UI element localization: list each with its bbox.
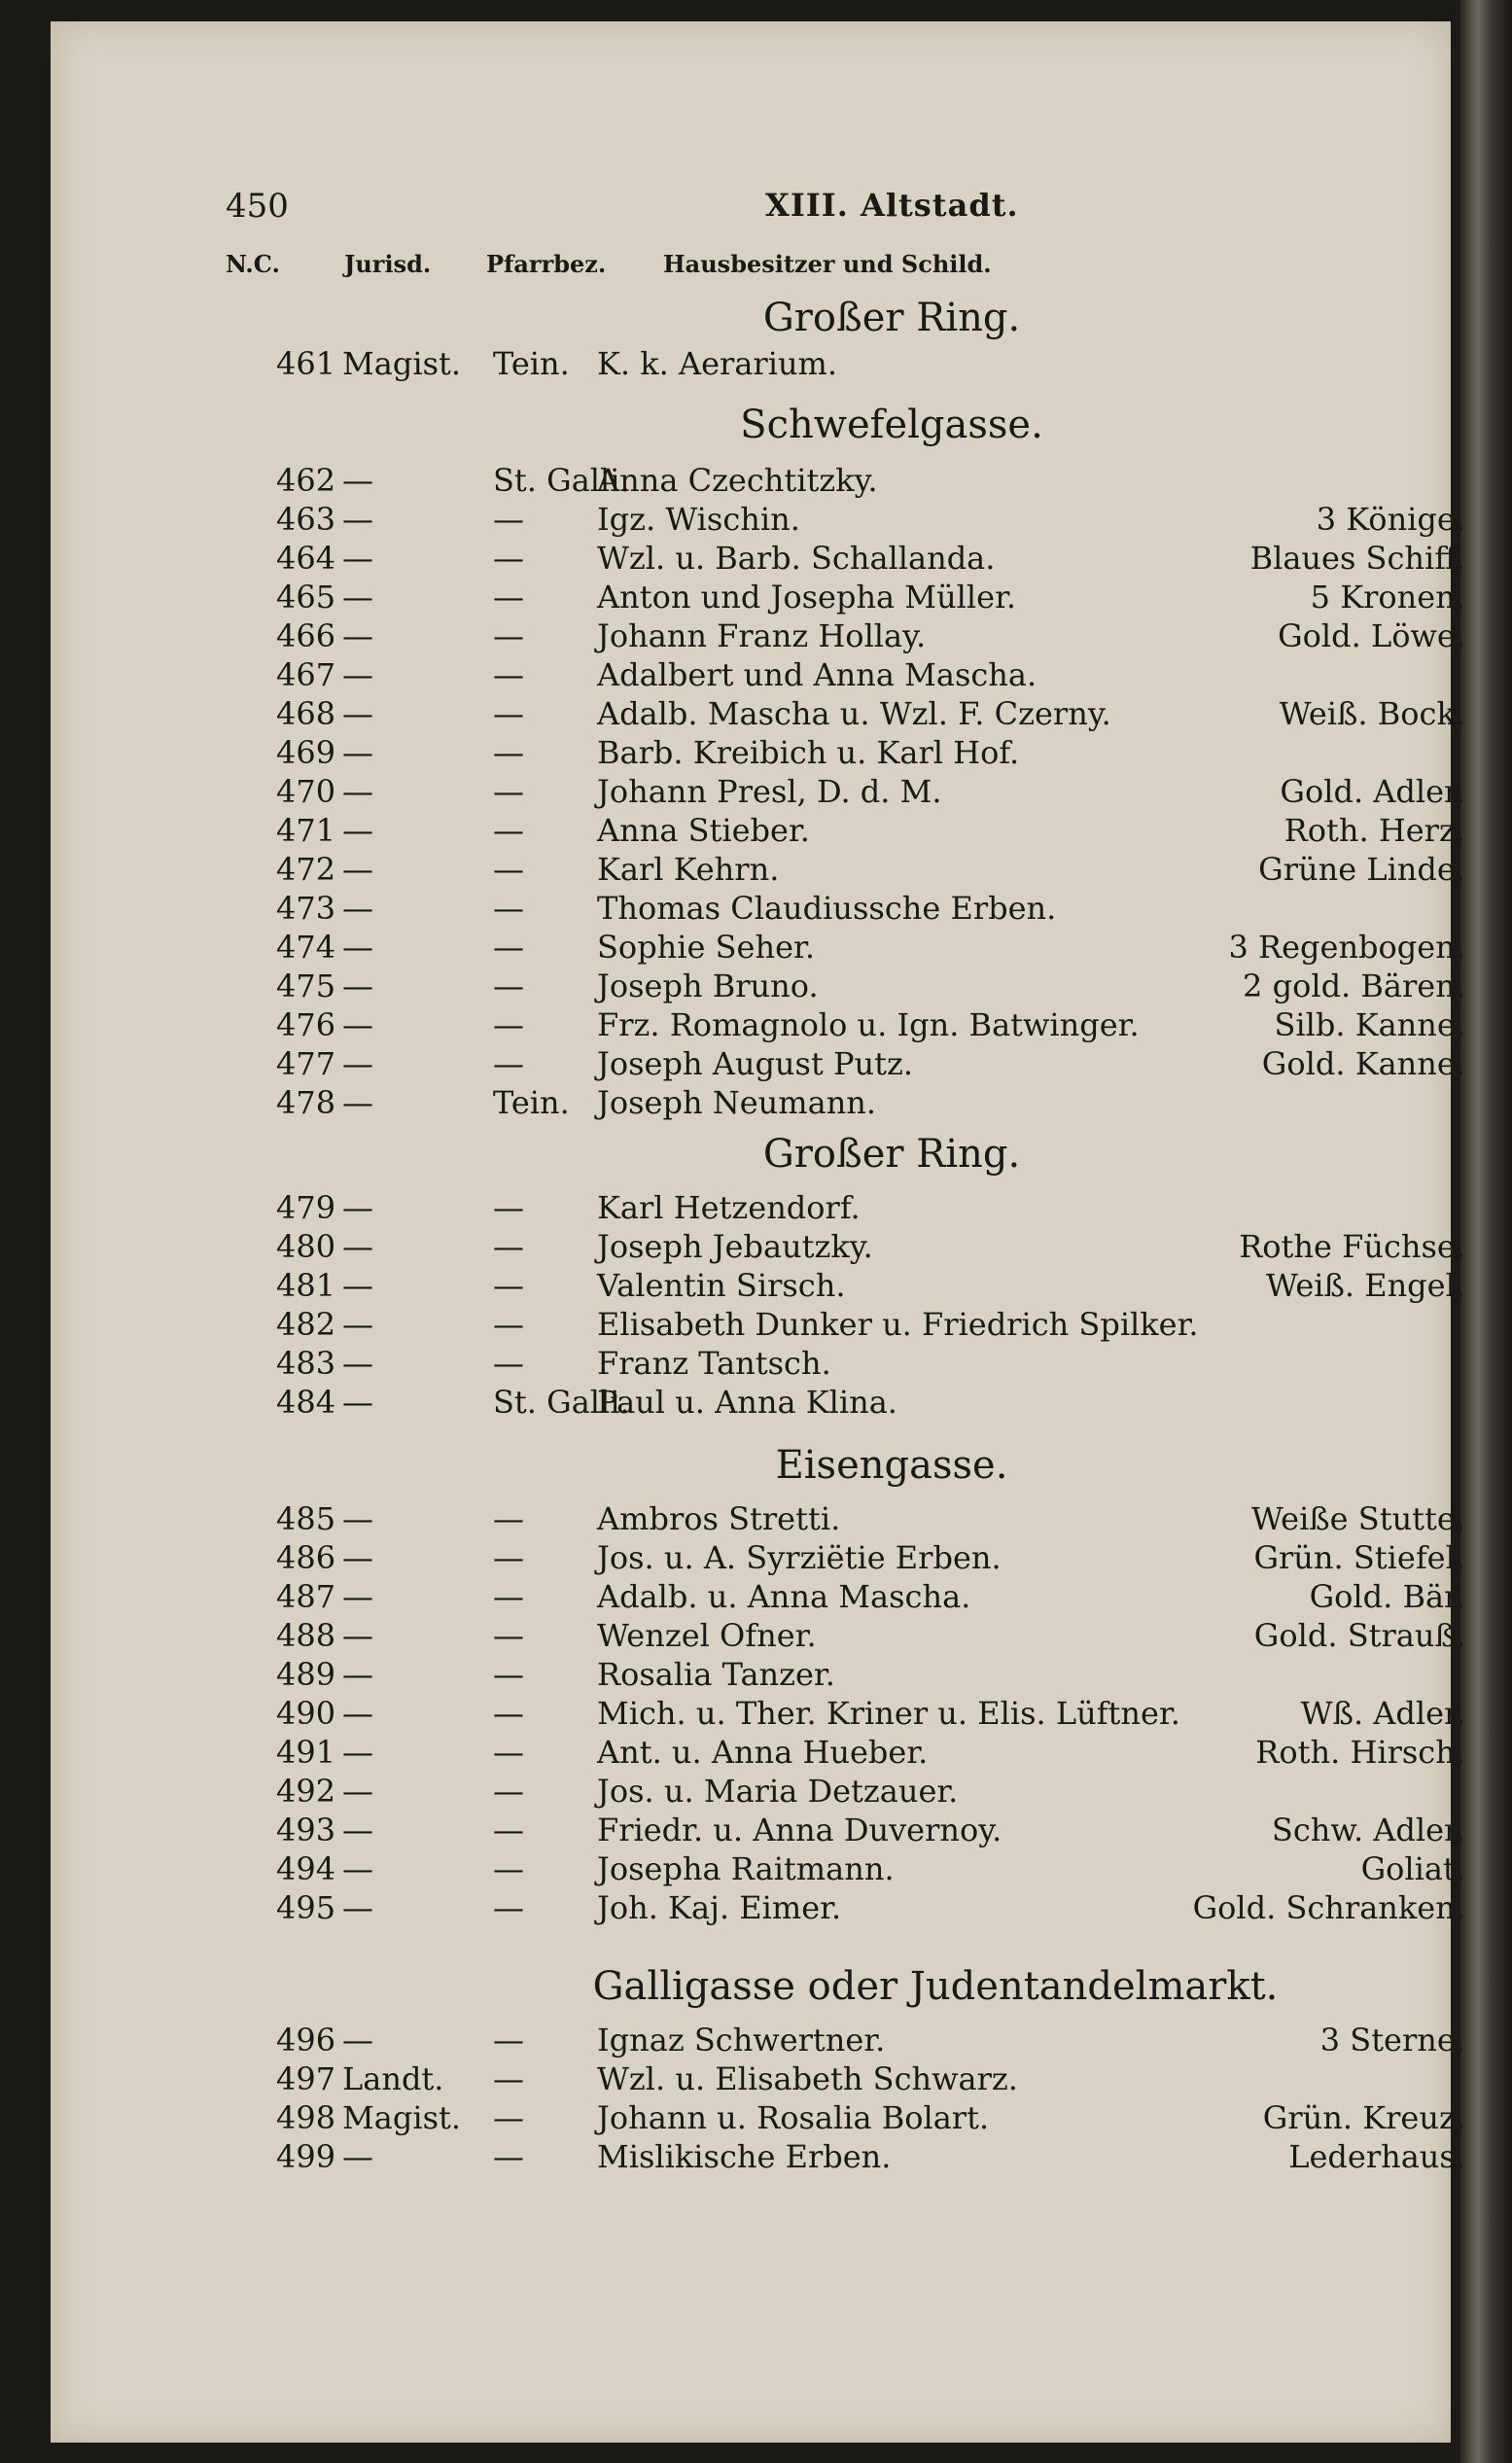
table-row bbox=[51, 1266, 1465, 1305]
section-heading: Eisengasse. bbox=[775, 1443, 1008, 1488]
cell-owner: Jos. u. Maria Detzauer. bbox=[597, 1773, 959, 1810]
cell-owner: Josepha Raitmann. bbox=[597, 1850, 895, 1887]
sign-cell bbox=[1023, 1694, 1465, 1733]
page-number: 450 bbox=[226, 187, 289, 226]
cell-house-number: 479 bbox=[276, 1189, 336, 1226]
cell-owner: Adalb. u. Anna Mascha. bbox=[597, 1578, 971, 1615]
cell-jurisdiction: — bbox=[342, 1189, 373, 1226]
table-row bbox=[51, 344, 1451, 383]
table-row bbox=[51, 1499, 1465, 1538]
column-header-parish: Pfarrbez. bbox=[486, 250, 607, 278]
sign-cell bbox=[1023, 928, 1465, 967]
cell-parish: — bbox=[493, 812, 524, 849]
cell-jurisdiction: — bbox=[342, 656, 373, 693]
cell-jurisdiction: — bbox=[342, 1734, 373, 1771]
cell-house-number: 468 bbox=[276, 695, 336, 732]
table-row bbox=[51, 1383, 1451, 1422]
cell-jurisdiction: — bbox=[342, 1695, 373, 1732]
cell-parish: — bbox=[493, 1889, 524, 1926]
cell-house-sign: Grüne Linde. bbox=[1258, 851, 1465, 888]
cell-parish: — bbox=[493, 929, 524, 966]
cell-owner: Joseph August Putz. bbox=[597, 1045, 914, 1082]
cell-owner: K. k. Aerarium. bbox=[597, 345, 838, 382]
cell-house-sign: Lederhaus. bbox=[1288, 2138, 1465, 2175]
cell-house-sign: 5 Kronen. bbox=[1310, 579, 1465, 616]
cell-parish: — bbox=[493, 851, 524, 888]
cell-jurisdiction: — bbox=[342, 1267, 373, 1304]
sign-cell bbox=[1023, 850, 1465, 889]
cell-house-number: 476 bbox=[276, 1006, 336, 1043]
cell-owner: Wenzel Ofner. bbox=[597, 1617, 817, 1654]
cell-parish: — bbox=[493, 1006, 524, 1043]
table-row bbox=[51, 1005, 1465, 1044]
column-headers bbox=[226, 250, 1101, 279]
table-row bbox=[51, 1655, 1451, 1694]
sign-cell bbox=[1023, 616, 1465, 655]
cell-parish: — bbox=[493, 1578, 524, 1615]
sign-cell bbox=[1023, 1616, 1465, 1655]
cell-owner: Ant. u. Anna Hueber. bbox=[597, 1734, 929, 1771]
cell-jurisdiction: — bbox=[342, 1889, 373, 1926]
cell-house-number: 481 bbox=[276, 1267, 336, 1304]
cell-jurisdiction: — bbox=[342, 1656, 373, 1693]
sign-cell bbox=[1023, 1305, 1465, 1344]
cell-house-sign: Goliat. bbox=[1360, 1850, 1465, 1887]
sign-cell bbox=[1023, 578, 1465, 616]
cell-jurisdiction: Magist. bbox=[342, 2099, 462, 2136]
cell-parish: St. Galli. bbox=[493, 1384, 630, 1421]
cell-owner: Wzl. u. Elisabeth Schwarz. bbox=[597, 2060, 1018, 2097]
cell-house-sign: Weiße Stutte. bbox=[1250, 1500, 1465, 1537]
table-row bbox=[51, 772, 1465, 811]
table-row bbox=[51, 1849, 1465, 1888]
cell-owner: Adalb. Mascha u. Wzl. F. Czerny. bbox=[597, 695, 1111, 732]
sign-cell bbox=[1023, 1227, 1465, 1266]
cell-house-number: 488 bbox=[276, 1617, 336, 1654]
sign-cell bbox=[1023, 2059, 1465, 2098]
cell-jurisdiction: — bbox=[342, 1539, 373, 1576]
sign-cell bbox=[1023, 500, 1465, 539]
table-row bbox=[51, 811, 1465, 850]
cell-owner: Jos. u. A. Syrziëtie Erben. bbox=[597, 1539, 1002, 1576]
cell-house-sign: Grün. Kreuz. bbox=[1262, 2099, 1465, 2136]
cell-house-number: 492 bbox=[276, 1773, 336, 1810]
cell-owner: Joseph Bruno. bbox=[597, 968, 819, 1004]
cell-parish: — bbox=[493, 2060, 524, 2097]
cell-owner: Ignaz Schwertner. bbox=[597, 2022, 886, 2058]
cell-house-sign: Schw. Adler. bbox=[1271, 1812, 1465, 1848]
cell-jurisdiction: — bbox=[342, 1306, 373, 1343]
table-row bbox=[51, 1616, 1465, 1655]
cell-jurisdiction: — bbox=[342, 462, 373, 499]
section-heading: Galligasse oder Judentandelmarkt. bbox=[592, 1964, 1279, 2009]
cell-owner: Wzl. u. Barb. Schallanda. bbox=[597, 540, 996, 577]
cell-owner: Paul u. Anna Klina. bbox=[597, 1384, 897, 1421]
table-row bbox=[51, 889, 1451, 928]
cell-parish: — bbox=[493, 2022, 524, 2058]
cell-parish: — bbox=[493, 890, 524, 927]
book-gutter-edge bbox=[1460, 0, 1512, 2463]
sign-cell bbox=[1023, 1849, 1465, 1888]
cell-parish: — bbox=[493, 617, 524, 654]
cell-house-number: 494 bbox=[276, 1850, 336, 1887]
cell-parish: — bbox=[493, 2138, 524, 2175]
cell-jurisdiction: — bbox=[342, 1812, 373, 1848]
table-row bbox=[51, 616, 1465, 655]
cell-house-number: 466 bbox=[276, 617, 336, 654]
cell-jurisdiction: — bbox=[342, 1006, 373, 1043]
cell-house-number: 462 bbox=[276, 462, 336, 499]
cell-owner: Mislikische Erben. bbox=[597, 2138, 892, 2175]
cell-parish: — bbox=[493, 695, 524, 732]
cell-owner: Karl Hetzendorf. bbox=[597, 1189, 861, 1226]
cell-house-sign: Wß. Adler. bbox=[1300, 1695, 1465, 1732]
cell-parish: — bbox=[493, 579, 524, 616]
cell-house-number: 490 bbox=[276, 1695, 336, 1732]
cell-parish: — bbox=[493, 1539, 524, 1576]
cell-jurisdiction: — bbox=[342, 812, 373, 849]
cell-parish: — bbox=[493, 501, 524, 538]
table-row bbox=[51, 1733, 1465, 1772]
sign-cell bbox=[1023, 1811, 1465, 1849]
table-row bbox=[51, 850, 1465, 889]
table-row bbox=[51, 461, 1451, 500]
cell-house-number: 483 bbox=[276, 1345, 336, 1382]
table-row bbox=[51, 2059, 1451, 2098]
cell-jurisdiction: — bbox=[342, 579, 373, 616]
cell-parish: Tein. bbox=[493, 345, 570, 382]
cell-jurisdiction: — bbox=[342, 1228, 373, 1265]
table-row bbox=[51, 2137, 1465, 2176]
cell-owner: Mich. u. Ther. Kriner u. Elis. Lüftner. bbox=[597, 1695, 1180, 1732]
cell-jurisdiction: — bbox=[342, 851, 373, 888]
cell-owner: Franz Tantsch. bbox=[597, 1345, 831, 1382]
cell-parish: — bbox=[493, 968, 524, 1004]
sign-cell bbox=[1023, 2137, 1465, 2176]
cell-parish: — bbox=[493, 1734, 524, 1771]
sign-cell bbox=[1023, 655, 1465, 694]
sign-cell bbox=[1023, 967, 1465, 1005]
column-header-jurisdiction: Jurisd. bbox=[344, 250, 432, 278]
sign-cell bbox=[1023, 889, 1465, 928]
cell-house-number: 480 bbox=[276, 1228, 336, 1265]
page-content bbox=[51, 21, 1465, 2443]
sign-cell bbox=[1023, 1188, 1465, 1227]
cell-house-number: 482 bbox=[276, 1306, 336, 1343]
cell-house-number: 491 bbox=[276, 1734, 336, 1771]
table-row bbox=[51, 1083, 1451, 1122]
cell-house-sign: Gold. Löwe. bbox=[1278, 617, 1465, 654]
table-row bbox=[51, 1888, 1465, 1927]
cell-house-sign: 3 Könige. bbox=[1316, 501, 1465, 538]
column-header-owner-sign: Hausbesitzer und Schild. bbox=[663, 250, 992, 278]
cell-jurisdiction: — bbox=[342, 1617, 373, 1654]
sign-cell bbox=[1023, 1005, 1465, 1044]
cell-jurisdiction: Landt. bbox=[342, 2060, 444, 2097]
cell-house-number: 497 bbox=[276, 2060, 336, 2097]
cell-owner: Karl Kehrn. bbox=[597, 851, 780, 888]
cell-house-number: 477 bbox=[276, 1045, 336, 1082]
sign-cell bbox=[1023, 1344, 1465, 1383]
cell-parish: St. Galli. bbox=[493, 462, 630, 499]
cell-jurisdiction: — bbox=[342, 1045, 373, 1082]
cell-parish: — bbox=[493, 1267, 524, 1304]
sign-cell bbox=[1023, 461, 1465, 500]
cell-owner: Joseph Neumann. bbox=[597, 1084, 877, 1121]
cell-parish: — bbox=[493, 1045, 524, 1082]
section-heading: Großer Ring. bbox=[762, 296, 1021, 340]
cell-jurisdiction: — bbox=[342, 1384, 373, 1421]
cell-house-sign: Weiß. Bock. bbox=[1279, 695, 1465, 732]
cell-jurisdiction: — bbox=[342, 890, 373, 927]
cell-house-number: 461 bbox=[276, 345, 336, 382]
cell-house-sign: Weiß. Engel. bbox=[1266, 1267, 1465, 1304]
cell-house-sign: 3 Sterne. bbox=[1319, 2022, 1465, 2058]
table-row bbox=[51, 1227, 1465, 1266]
table-row bbox=[51, 1772, 1451, 1811]
cell-parish: — bbox=[493, 656, 524, 693]
cell-house-sign: Grün. Stiefel. bbox=[1253, 1539, 1465, 1576]
table-row bbox=[51, 1344, 1451, 1383]
cell-jurisdiction: — bbox=[342, 734, 373, 771]
sign-cell bbox=[1023, 539, 1465, 578]
sign-cell bbox=[1023, 1577, 1465, 1616]
sign-cell bbox=[1023, 344, 1465, 383]
cell-owner: Joh. Kaj. Eimer. bbox=[597, 1889, 842, 1926]
sign-cell bbox=[1023, 1772, 1465, 1811]
cell-owner: Johann Franz Hollay. bbox=[597, 617, 927, 654]
sign-cell bbox=[1023, 2021, 1465, 2059]
table-row bbox=[51, 500, 1465, 539]
table-row bbox=[51, 694, 1465, 733]
section-heading: Schwefelgasse. bbox=[740, 403, 1043, 447]
sign-cell bbox=[1023, 1383, 1465, 1422]
sign-cell bbox=[1023, 1538, 1465, 1577]
cell-owner: Valentin Sirsch. bbox=[597, 1267, 846, 1304]
cell-house-number: 465 bbox=[276, 579, 336, 616]
table-row bbox=[51, 1188, 1451, 1227]
cell-owner: Anton und Josepha Müller. bbox=[597, 579, 1017, 616]
cell-jurisdiction: — bbox=[342, 540, 373, 577]
cell-house-sign: Roth. Hirsch. bbox=[1255, 1734, 1465, 1771]
cell-house-sign: 2 gold. Bären. bbox=[1243, 968, 1465, 1004]
book-page bbox=[51, 21, 1465, 2443]
cell-house-sign: Gold. Schranken. bbox=[1192, 1889, 1465, 1926]
cell-parish: — bbox=[493, 2099, 524, 2136]
cell-house-sign: Gold. Strauß. bbox=[1253, 1617, 1465, 1654]
table-row bbox=[51, 967, 1465, 1005]
cell-jurisdiction: — bbox=[342, 695, 373, 732]
sign-cell bbox=[1023, 1499, 1465, 1538]
cell-jurisdiction: — bbox=[342, 1850, 373, 1887]
cell-house-sign: Blaues Schiff. bbox=[1249, 540, 1465, 577]
cell-house-number: 464 bbox=[276, 540, 336, 577]
cell-house-number: 463 bbox=[276, 501, 336, 538]
table-row bbox=[51, 1811, 1465, 1849]
column-header-nc: N.C. bbox=[226, 250, 280, 278]
sign-cell bbox=[1023, 811, 1465, 850]
cell-owner: Igz. Wischin. bbox=[597, 501, 800, 538]
cell-house-number: 485 bbox=[276, 1500, 336, 1537]
sign-cell bbox=[1023, 1655, 1465, 1694]
running-head: XIII. Altstadt. bbox=[765, 187, 1019, 224]
cell-jurisdiction: — bbox=[342, 929, 373, 966]
page-header bbox=[226, 187, 1256, 226]
cell-house-number: 469 bbox=[276, 734, 336, 771]
cell-house-number: 486 bbox=[276, 1539, 336, 1576]
cell-jurisdiction: — bbox=[342, 1345, 373, 1382]
table-row bbox=[51, 733, 1451, 772]
cell-house-number: 493 bbox=[276, 1812, 336, 1848]
section-heading: Großer Ring. bbox=[762, 1132, 1021, 1177]
cell-owner: Johann u. Rosalia Bolart. bbox=[597, 2099, 990, 2136]
cell-owner: Joseph Jebautzky. bbox=[597, 1228, 873, 1265]
cell-parish: — bbox=[493, 1228, 524, 1265]
sign-cell bbox=[1023, 1733, 1465, 1772]
cell-house-number: 484 bbox=[276, 1384, 336, 1421]
table-row bbox=[51, 2021, 1465, 2059]
sign-cell bbox=[1023, 1083, 1465, 1122]
table-row bbox=[51, 578, 1465, 616]
cell-house-number: 471 bbox=[276, 812, 336, 849]
cell-owner: Rosalia Tanzer. bbox=[597, 1656, 835, 1693]
cell-parish: — bbox=[493, 1812, 524, 1848]
sign-cell bbox=[1023, 1044, 1465, 1083]
cell-jurisdiction: — bbox=[342, 1773, 373, 1810]
table-row bbox=[51, 1044, 1465, 1083]
cell-house-number: 495 bbox=[276, 1889, 336, 1926]
cell-parish: — bbox=[493, 1306, 524, 1343]
cell-owner: Sophie Seher. bbox=[597, 929, 815, 966]
cell-jurisdiction: — bbox=[342, 1500, 373, 1537]
cell-parish: — bbox=[493, 1695, 524, 1732]
cell-house-number: 489 bbox=[276, 1656, 336, 1693]
cell-parish: — bbox=[493, 540, 524, 577]
table-row bbox=[51, 1305, 1451, 1344]
cell-parish: — bbox=[493, 1500, 524, 1537]
cell-house-sign: 3 Regenbogen. bbox=[1228, 929, 1465, 966]
cell-jurisdiction: — bbox=[342, 617, 373, 654]
cell-house-number: 467 bbox=[276, 656, 336, 693]
cell-owner: Friedr. u. Anna Duvernoy. bbox=[597, 1812, 1002, 1848]
cell-parish: — bbox=[493, 1189, 524, 1226]
cell-jurisdiction: — bbox=[342, 501, 373, 538]
sign-cell bbox=[1023, 1888, 1465, 1927]
cell-owner: Frz. Romagnolo u. Ign. Batwinger. bbox=[597, 1006, 1140, 1043]
cell-jurisdiction: — bbox=[342, 773, 373, 810]
cell-jurisdiction: — bbox=[342, 2022, 373, 2058]
cell-parish: Tein. bbox=[493, 1084, 570, 1121]
cell-parish: — bbox=[493, 734, 524, 771]
cell-house-sign: Silb. Kanne. bbox=[1274, 1006, 1465, 1043]
cell-parish: — bbox=[493, 1345, 524, 1382]
cell-house-number: 472 bbox=[276, 851, 336, 888]
cell-owner: Adalbert und Anna Mascha. bbox=[597, 656, 1037, 693]
cell-house-number: 499 bbox=[276, 2138, 336, 2175]
cell-house-sign: Gold. Adler. bbox=[1280, 773, 1465, 810]
cell-house-number: 470 bbox=[276, 773, 336, 810]
table-row bbox=[51, 1538, 1465, 1577]
cell-parish: — bbox=[493, 1850, 524, 1887]
cell-jurisdiction: — bbox=[342, 1084, 373, 1121]
cell-owner: Johann Presl, D. d. M. bbox=[597, 773, 942, 810]
cell-house-number: 496 bbox=[276, 2022, 336, 2058]
cell-house-number: 475 bbox=[276, 968, 336, 1004]
cell-house-sign: Gold. Kanne. bbox=[1261, 1045, 1465, 1082]
cell-house-number: 487 bbox=[276, 1578, 336, 1615]
cell-parish: — bbox=[493, 1656, 524, 1693]
cell-jurisdiction: — bbox=[342, 2138, 373, 2175]
cell-jurisdiction: Magist. bbox=[342, 345, 462, 382]
cell-house-sign: Gold. Bär. bbox=[1309, 1578, 1465, 1615]
sign-cell bbox=[1023, 772, 1465, 811]
table-row bbox=[51, 1694, 1465, 1733]
cell-house-number: 473 bbox=[276, 890, 336, 927]
cell-house-sign: Roth. Herz. bbox=[1283, 812, 1465, 849]
cell-parish: — bbox=[493, 1773, 524, 1810]
cell-owner: Ambros Stretti. bbox=[597, 1500, 841, 1537]
cell-house-sign: Rothe Füchse. bbox=[1239, 1228, 1465, 1265]
table-row bbox=[51, 655, 1451, 694]
table-row bbox=[51, 539, 1465, 578]
cell-owner: Anna Stieber. bbox=[597, 812, 810, 849]
cell-owner: Elisabeth Dunker u. Friedrich Spilker. bbox=[597, 1306, 1199, 1343]
sign-cell bbox=[1023, 694, 1465, 733]
table-row bbox=[51, 1577, 1465, 1616]
cell-jurisdiction: — bbox=[342, 968, 373, 1004]
cell-owner: Thomas Claudiussche Erben. bbox=[597, 890, 1057, 927]
cell-house-number: 498 bbox=[276, 2099, 336, 2136]
cell-owner: Barb. Kreibich u. Karl Hof. bbox=[597, 734, 1020, 771]
sign-cell bbox=[1023, 1266, 1465, 1305]
cell-owner: Anna Czechtitzky. bbox=[597, 462, 878, 499]
cell-parish: — bbox=[493, 773, 524, 810]
cell-house-number: 478 bbox=[276, 1084, 336, 1121]
cell-parish: — bbox=[493, 1617, 524, 1654]
sign-cell bbox=[1023, 2098, 1465, 2137]
table-row bbox=[51, 2098, 1465, 2137]
sign-cell bbox=[1023, 733, 1465, 772]
cell-jurisdiction: — bbox=[342, 1578, 373, 1615]
cell-house-number: 474 bbox=[276, 929, 336, 966]
table-row bbox=[51, 928, 1465, 967]
